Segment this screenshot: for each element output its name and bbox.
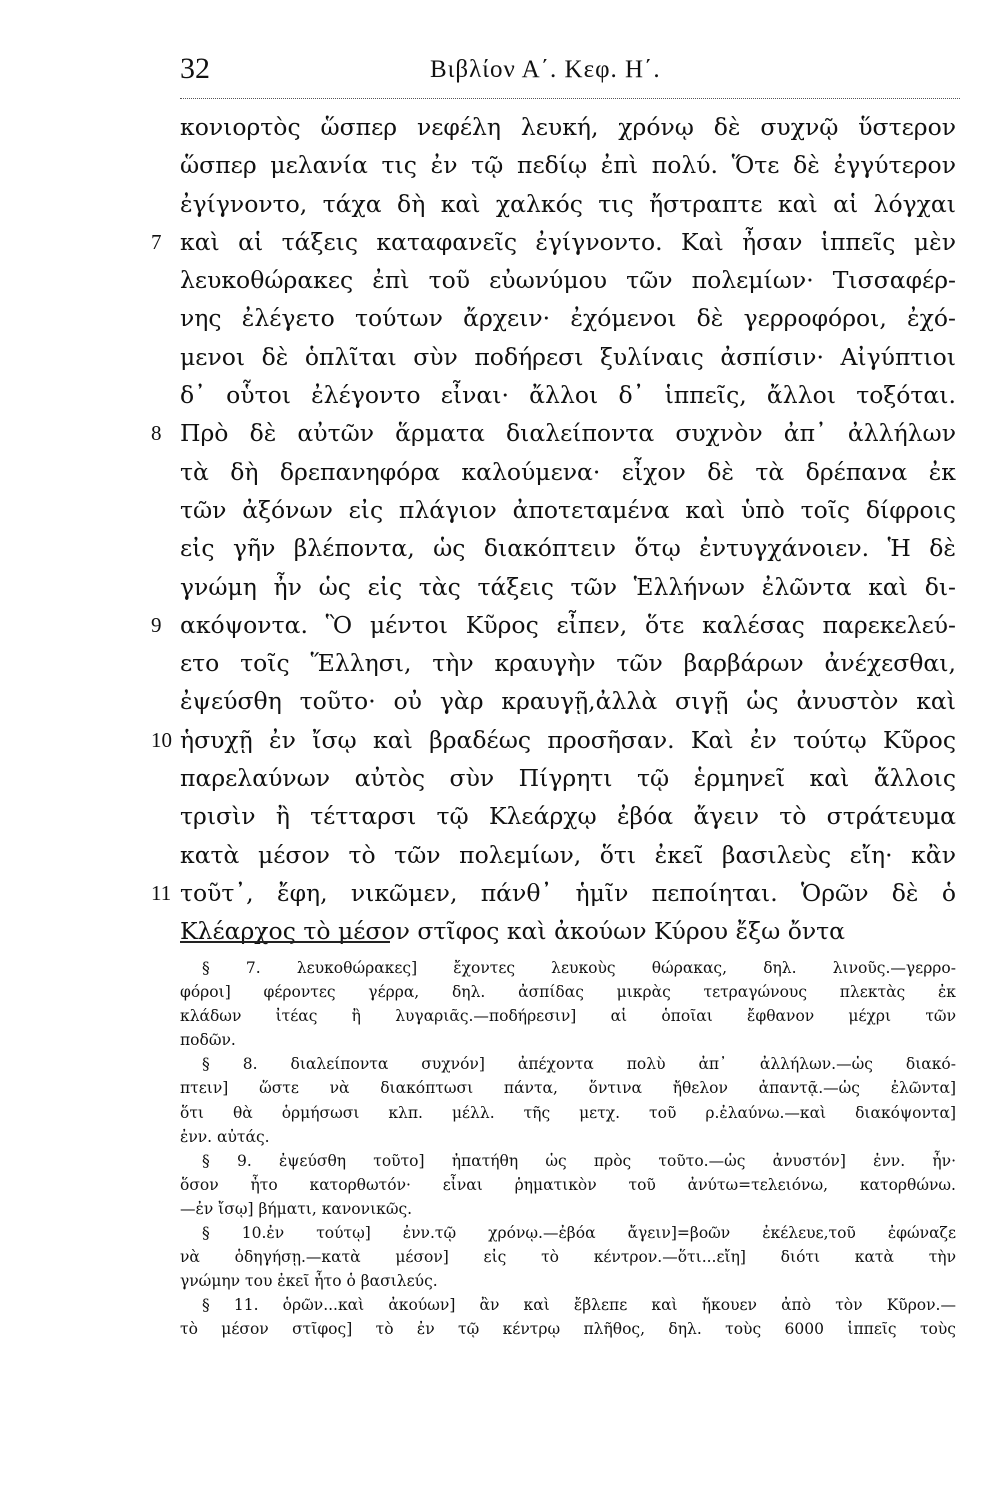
- section-number: 9: [151, 612, 162, 637]
- header-rule: [180, 98, 960, 99]
- line-text: τὰ δὴ δρεπανηφόρα καλούμενα· εἶχον δὲ τὰ δρέπανα ἐκ: [180, 457, 956, 486]
- line-text: δ᾽ οὗτοι ἐλέγοντο εἶναι· ἄλλοι δ᾽ ἱππεῖς, ἄλλοι τοξόται.: [180, 381, 956, 410]
- footnote-line: § 8. διαλείποντα συχνόν] ἀπέχοντα πολὺ ἀπ᾽ ἀλλήλων.—ὡς διακό-: [202, 1055, 956, 1074]
- text-line: [180, 299, 956, 337]
- footnote-line: πτειν] ὥστε νὰ διακόπτωσι πάντα, ὅντινα ἤθελον ἀπαντᾷ.—ὡς ἐλῶντα]: [180, 1079, 956, 1098]
- line-text: παρελαύνων αὐτὸς σὺν Πίγρητι τῷ ἑρμηνεῖ καὶ ἄλλοις: [180, 764, 956, 793]
- line-text: κατὰ μέσον τὸ τῶν πολεμίων, ὅτι ἐκεῖ βασιλεὺς εἴη· κἂν: [180, 840, 956, 869]
- line-text: Κλέαρχος τὸ μέσον στῖφος καὶ ἀκούων Κύρου ἔξω ὄντα: [180, 917, 846, 946]
- page-header: [180, 52, 960, 92]
- footnotes: [180, 956, 956, 1342]
- footnote-line: ὅτι θὰ ὁρμήσωσι κλπ. μέλλ. τῆς μετχ. τοῦ ρ.ἐλαύνω.—καὶ διακόψοντα]: [180, 1103, 956, 1122]
- text-line: [180, 376, 956, 414]
- text-line: [151, 721, 956, 759]
- text-line: [151, 223, 956, 261]
- text-line: [151, 606, 956, 644]
- line-text: ἐγίγνοντο, τάχα δὴ καὶ χαλκός τις ἤστραπτε καὶ αἱ λόγχαι: [180, 189, 956, 218]
- line-text: ἡσυχῇ ἐν ἴσῳ καὶ βραδέως προσῆσαν. Καὶ ἐν τούτῳ Κῦρος: [180, 725, 956, 754]
- line-text: μενοι δὲ ὁπλῖται σὺν ποδήρεσι ξυλίναις ἀσπίσιν· Αἰγύπτιοι: [180, 342, 956, 371]
- text-line: [180, 338, 956, 376]
- text-line: [151, 874, 956, 912]
- text-line: [151, 414, 956, 452]
- text-line: [180, 759, 956, 797]
- text-line: [180, 568, 956, 606]
- footnote-line: ἐνν. αὐτάς.: [180, 1127, 270, 1146]
- footnote-line: νὰ ὁδηγήσῃ.—κατὰ μέσον] εἰς τὸ κέντρον.—ὅτι...εἴη] διότι κατὰ τὴν: [180, 1248, 956, 1267]
- text-line: [180, 912, 956, 950]
- text-line: [180, 682, 956, 720]
- line-text: γνώμη ἦν ὡς εἰς τὰς τάξεις τῶν Ἑλλήνων ἐλῶντα καὶ δι-: [180, 572, 956, 601]
- line-text: λευκοθώρακες ἐπὶ τοῦ εὐωνύμου τῶν πολεμίων· Τισσαφέρ-: [180, 266, 956, 295]
- footnote-rule: [180, 941, 390, 943]
- main-text: [151, 108, 956, 951]
- section-number: 11: [151, 880, 172, 905]
- text-line: [180, 453, 956, 491]
- line-text: τῶν ἀξόνων εἰς πλάγιον ἀποτεταμένα καὶ ὑπὸ τοῖς δίφροις: [180, 495, 956, 524]
- footnote-line: κλάδων ἰτέας ἢ λυγαριᾶς.—ποδήρεσιν] αἱ ὁποῖαι ἔφθανον μέχρι τῶν: [180, 1007, 956, 1026]
- line-text: νης ἐλέγετο τούτων ἄρχειν· ἐχόμενοι δὲ γερροφόροι, ἐχό-: [180, 304, 956, 333]
- text-line: [180, 261, 956, 299]
- line-text: ακόψοντα. Ὃ μέντοι Κῦρος εἶπεν, ὅτε καλέσας παρεκελεύ-: [180, 610, 956, 639]
- line-text: τρισὶν ἢ τέτταρσι τῷ Κλεάρχῳ ἐβόα ἄγειν τὸ στράτευμα: [180, 802, 956, 831]
- footnote-line: ποδῶν.: [180, 1031, 236, 1050]
- line-text: ἐψεύσθη τοῦτο· οὐ γὰρ κραυγῇ,ἀλλὰ σιγῇ ὡς ἀνυστὸν καὶ: [180, 687, 956, 716]
- text-line: [180, 108, 956, 146]
- line-text: καὶ αἱ τάξεις καταφανεῖς ἐγίγνοντο. Καὶ ἦσαν ἱππεῖς μὲν: [180, 227, 956, 256]
- running-title: Βιβλίον Α΄. Κεφ. Η΄.: [430, 56, 661, 83]
- footnote-line: —ἐν ἴσῳ] βήματι, κανονικῶς.: [180, 1199, 413, 1218]
- line-text: Πρὸ δὲ αὐτῶν ἅρματα διαλείποντα συχνὸν ἀπ᾽ ἀλλήλων: [180, 419, 956, 448]
- text-line: [180, 644, 956, 682]
- text-line: [180, 185, 956, 223]
- text-line: [180, 836, 956, 874]
- footnote-line: § 7. λευκοθώρακες] ἔχοντες λευκοὺς θώρακας, δηλ. λινοῦς.—γερρο-: [202, 959, 956, 977]
- line-text: τοῦτ᾽, ἔφη, νικῶμεν, πάνθ᾽ ἡμῖν πεποίηται. Ὁρῶν δὲ ὁ: [180, 878, 956, 907]
- text-line: [180, 529, 956, 567]
- footnote-line: γνώμην του ἐκεῖ ἦτο ὁ βασιλεύς.: [180, 1272, 438, 1291]
- footnote-line: ὅσον ἦτο κατορθωτόν· εἶναι ῥηματικὸν τοῦ ἀνύτω=τελειόνω, κατορθώνω.: [180, 1175, 956, 1194]
- line-text: ὥσπερ μελανία τις ἐν τῷ πεδίῳ ἐπὶ πολύ. Ὅτε δὲ ἐγγύτερον: [180, 151, 956, 180]
- footnote-line: φόροι] φέροντες γέρρα, δηλ. ἀσπίδας μικρὰς τετραγώνους πλεκτὰς ἐκ: [180, 983, 956, 1002]
- footnote-line: § 11. ὁρῶν...καὶ ἀκούων] ἂν καὶ ἔβλεπε καὶ ἤκουεν ἀπὸ τὸν Κῦρον.—: [202, 1296, 956, 1315]
- section-number: 10: [151, 727, 172, 752]
- footnote-line: § 9. ἐψεύσθη τοῦτο] ἠπατήθη ὡς πρὸς τοῦτο.—ὡς ἀνυστόν] ἐνν. ἦν·: [202, 1151, 956, 1170]
- line-text: ετο τοῖς Ἕλλησι, τὴν κραυγὴν τῶν βαρβάρων ἀνέχεσθαι,: [180, 649, 956, 678]
- footnote-line: § 10.ἐν τούτῳ] ἐνν.τῷ χρόνῳ.—ἐβόα ἄγειν]=βοῶν ἐκέλευε,τοῦ ἐφώναζε: [202, 1224, 956, 1243]
- line-text: κονιορτὸς ὥσπερ νεφέλη λευκή, χρόνῳ δὲ συχνῷ ὕστερον: [180, 113, 956, 141]
- text-line: [180, 491, 956, 529]
- line-text: εἰς γῆν βλέποντα, ὡς διακόπτειν ὅτῳ ἐντυγχάνοιεν. Ἡ δὲ: [180, 534, 956, 563]
- footnote-line: τὸ μέσον στῖφος] τὸ ἐν τῷ κέντρῳ πλῆθος, δηλ. τοὺς 6000 ἱππεῖς τοὺς: [180, 1320, 956, 1339]
- section-number: 8: [151, 421, 162, 446]
- text-line: [180, 146, 956, 184]
- text-line: [180, 797, 956, 835]
- section-number: 7: [151, 229, 162, 254]
- page-number: 32: [180, 52, 210, 85]
